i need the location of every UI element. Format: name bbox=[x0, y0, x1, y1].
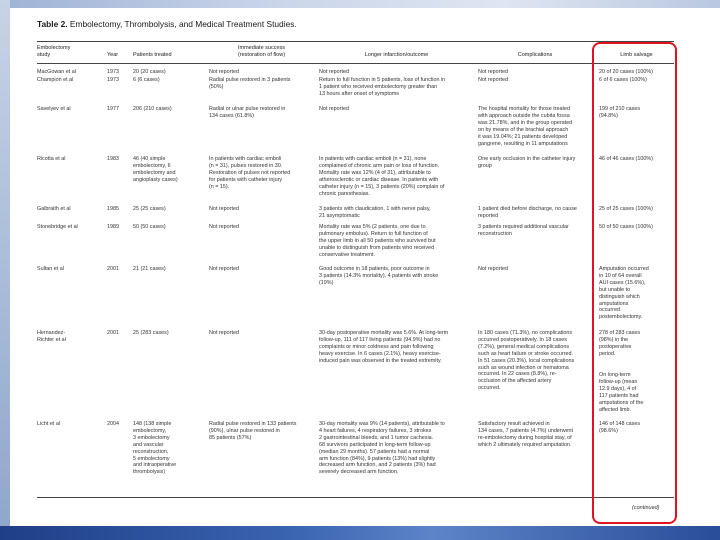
header-patients: Patients treated bbox=[133, 52, 172, 58]
cell-author: Champion et al bbox=[37, 77, 74, 83]
cell-author: Stonebridge et al bbox=[37, 224, 78, 230]
cell-immediate: Not reported bbox=[209, 69, 239, 75]
cell-complications: Satisfactory result achieved in 134 cases, 7 patients (4.7%) underwent re-embolectomy during hospital stay, of which 2 ultimately required amputation. bbox=[478, 421, 573, 448]
cell-patients: 25 (25 cases) bbox=[133, 206, 166, 212]
table-title-text: Embolectomy, Thrombolysis, and Medical Treatment Studies. bbox=[69, 19, 297, 29]
header-year: Year bbox=[107, 52, 119, 58]
cell-author: Savelyev et al bbox=[37, 106, 71, 112]
cell-immediate: Radial pulse restored in 133 patients (90%), ulnar pulse restored in 85 patients (57%) bbox=[209, 421, 297, 441]
header-immediate-success: Immediate success (restoration of flow) bbox=[237, 45, 286, 58]
cell-patients: 21 (21 cases) bbox=[133, 266, 166, 272]
table-top-rule bbox=[37, 41, 674, 42]
cell-year: 1985 bbox=[107, 206, 119, 212]
slide-bottom-bar bbox=[0, 526, 720, 540]
cell-author: MacGowan et al bbox=[37, 69, 76, 75]
cell-limb-salvage: 25 of 25 cases (100%) bbox=[599, 206, 653, 212]
cell-immediate: Radial pulse restored in 3 patients (50%) bbox=[209, 77, 291, 90]
cell-limb-salvage: 6 of 6 cases (100%) bbox=[599, 77, 647, 83]
cell-limb-salvage-longterm: On long-term follow-up (mean 12.9 days), 4 of 117 patients had amputations of the affected limb. bbox=[599, 372, 644, 413]
cell-longterm: 30-day mortality was 9% (14 patients), attributable to 4 heart failures, 4 respiratory failures, 3 strokes 2 gastrointestinal bleeds, and 1 tumor cachexia. 68 survivors participated in long-term follow-up (median 29 months). 57 patients had a normal arm function (84%), 9 patients (13%) had slightly decreased arm function, and 2 patients (3%) had severely decreased arm function. bbox=[319, 421, 445, 476]
header-author: Embolectomy study bbox=[37, 45, 71, 58]
cell-author: Ricotta et al bbox=[37, 156, 66, 162]
cell-year: 1973 bbox=[107, 69, 119, 75]
continued-note: (continued) bbox=[632, 505, 660, 511]
cell-complications: 1 patient died before discharge, no cause reported bbox=[478, 206, 577, 219]
cell-year: 1977 bbox=[107, 106, 119, 112]
cell-year: 1989 bbox=[107, 224, 119, 230]
cell-limb-salvage: Amputation occurred in 10 of 64 overall AUI cases (15.6%), but unable to distinguish which amputations occurred postembolectomy. bbox=[599, 266, 649, 321]
cell-limb-salvage: 46 of 46 cases (100%) bbox=[599, 156, 653, 162]
cell-complications: 3 patients required additional vascular reconstruction bbox=[478, 224, 569, 237]
cell-limb-salvage: 50 of 50 cases (100%) bbox=[599, 224, 653, 230]
cell-complications: Not reported bbox=[478, 77, 508, 83]
header-limb-salvage: Limb salvage bbox=[620, 52, 653, 58]
cell-year: 2001 bbox=[107, 330, 119, 336]
cell-limb-salvage: 146 of 148 cases (98.6%) bbox=[599, 421, 641, 434]
cell-immediate: Not reported bbox=[209, 266, 239, 272]
table-label: Table 2. bbox=[37, 19, 68, 29]
table-header-rule bbox=[37, 63, 674, 64]
cell-year: 2001 bbox=[107, 266, 119, 272]
header-long-term-outcome: Longer infarction/outcome bbox=[364, 52, 429, 58]
cell-patients: 6 (6 cases) bbox=[133, 77, 160, 83]
table-bottom-rule bbox=[37, 497, 674, 498]
cell-complications: One early occlusion in the catheter injury group bbox=[478, 156, 576, 169]
cell-longterm: Not reported bbox=[319, 106, 349, 112]
cell-immediate: In patients with cardiac emboli (n = 31), pulses restored in 30. Restoration of pulses not reported for patients with catheter injury (n = 15). bbox=[209, 156, 291, 190]
limb-salvage-highlight-box bbox=[592, 42, 677, 524]
cell-patients: 206 (210 cases) bbox=[133, 106, 172, 112]
cell-patients: 148 (138 simple embolectomy, 3 embolectomy and vascular reconstruction, 5 embolectomy and intraoperative thrombolysis) bbox=[133, 421, 177, 476]
cell-patients: 46 (40 simple embolectomy, 6 embolectomy and angioplasty cases) bbox=[133, 156, 178, 183]
cell-patients: 25 (283 cases) bbox=[133, 330, 169, 336]
slide-left-bar bbox=[0, 0, 10, 540]
cell-author: Hernandez- Richter et al bbox=[37, 330, 66, 343]
cell-immediate: Not reported bbox=[209, 206, 239, 212]
cell-limb-salvage: 20 of 20 cases (100%) bbox=[599, 69, 653, 75]
cell-immediate: Radial or ulnar pulse restored in 134 cases (61.8%) bbox=[209, 106, 286, 119]
cell-patients: 20 (20 cases) bbox=[133, 69, 166, 75]
cell-author: Galbraith et al bbox=[37, 206, 71, 212]
cell-longterm: Good outcome in 18 patients, poor outcome in 3 patients (14.3% mortality), 4 patients with stroke (19%) bbox=[319, 266, 439, 286]
cell-immediate: Not reported bbox=[209, 330, 239, 336]
cell-year: 2004 bbox=[107, 421, 119, 427]
cell-year: 1983 bbox=[107, 156, 119, 162]
cell-immediate: Not reported bbox=[209, 224, 239, 230]
cell-author: Sultan et al bbox=[37, 266, 64, 272]
cell-complications: The hospital mortality for those treated with approach outside the cubita fossa was 21.78%, and in the group operated on by means of the brachial approach it was 19.04%; 21 patients developed gangrene, resulting in 11 amputations bbox=[478, 106, 573, 147]
cell-complications: Not reported bbox=[478, 69, 508, 75]
cell-patients: 50 (50 cases) bbox=[133, 224, 166, 230]
cell-longterm: In patients with cardiac emboli (n = 31), none complained of chronic arm pain or loss of function. Mortality rate was 12% (4 of 31), attributable to atherosclerotic or cardiac disease. In patients with catheter injury (n = 15), 3 patients (20%) complain of chronic paresthesias. bbox=[319, 156, 445, 197]
cell-longterm: 30-day postoperative mortality was 5.6%. At long-term follow-up, 111 of 117 living patients (94.9%) had no complaints or minor coldness and pain following heavy exercise. In 6 cases (2.1%), heavy exercise- induced pain was observed in the treated extremity. bbox=[319, 330, 449, 364]
cell-longterm: 3 patients with claudication, 1 with nerve palsy, 21 asymptomatic bbox=[319, 206, 431, 219]
cell-limb-salvage: 199 of 210 cases (94.8%) bbox=[599, 106, 641, 119]
cell-complications: In 180 cases (71.3%), no complications occurred postoperatively. In 18 cases (7.2%), general medical complications such as heart failure or stroke occurred. In 51 cases (20.3%), local complications such as wound infection or hematoma occurred. In 22 cases (8.8%), re- occlusion of the affected artery occurred. bbox=[478, 330, 575, 392]
slide-top-bar bbox=[0, 0, 720, 8]
table-title bbox=[37, 19, 297, 29]
cell-year: 1973 bbox=[107, 77, 119, 83]
cell-longterm: Not reported bbox=[319, 69, 349, 75]
header-complications: Complications bbox=[517, 52, 553, 58]
cell-longterm: Return to full function in 5 patients, loss of function in 1 patient who received embolectomy greater than 13 hours after onset of symptoms bbox=[319, 77, 446, 97]
cell-longterm: Mortality rate was 5% (2 patients, one due to pulmonary embolus). Return to full function of the upper limb in all 50 patients who survived but unable to distinguish from patients who received conservative treatment. bbox=[319, 224, 436, 258]
cell-complications: Not reported bbox=[478, 266, 508, 272]
cell-limb-salvage: 278 of 283 cases (98%) in the postoperative period. bbox=[599, 330, 641, 357]
cell-author: Licht et al bbox=[37, 421, 61, 427]
